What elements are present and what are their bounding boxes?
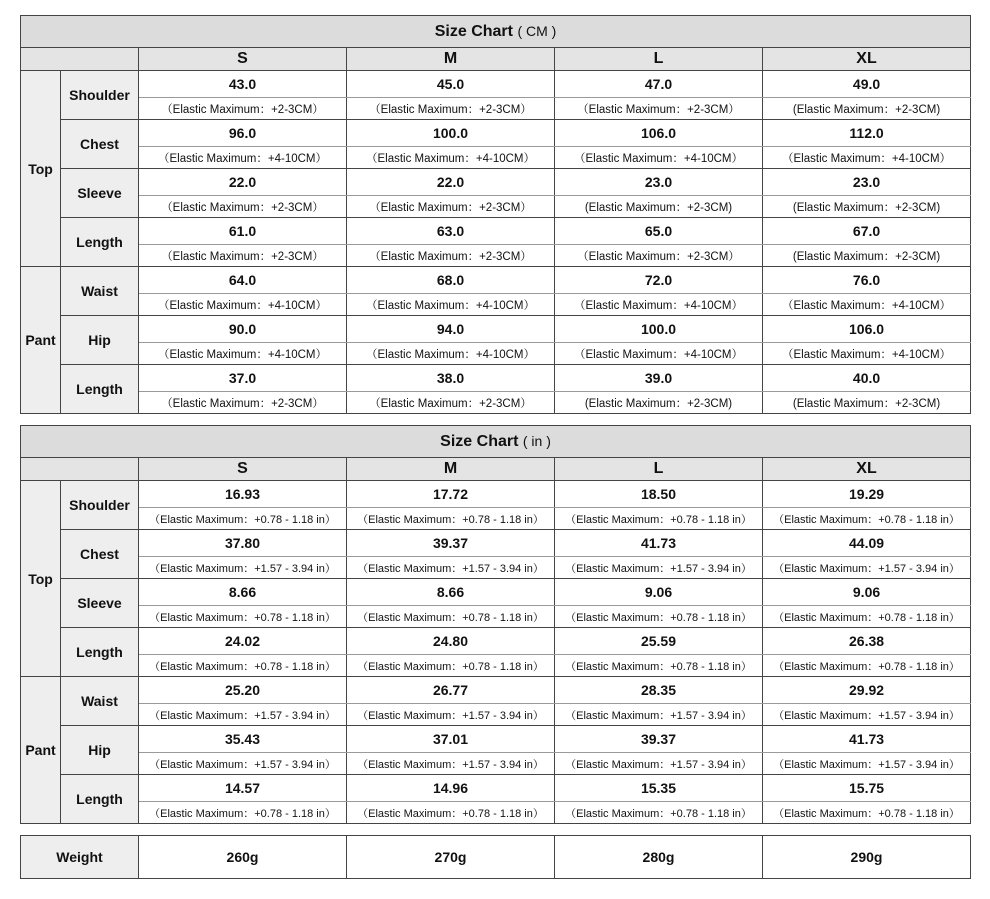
measure-value-row bbox=[21, 775, 971, 802]
measure-value: 9.06 bbox=[763, 579, 971, 606]
measure-value: 112.0 bbox=[763, 120, 971, 147]
chart-title bbox=[21, 16, 971, 48]
elastic-note: （Elastic Maximum：+0.78 - 1.18 in） bbox=[555, 508, 763, 530]
measure-value: 37.01 bbox=[347, 726, 555, 753]
elastic-note: （Elastic Maximum：+1.57 - 3.94 in） bbox=[139, 704, 347, 726]
elastic-note: （Elastic Maximum：+0.78 - 1.18 in） bbox=[347, 655, 555, 677]
measure-value: 44.09 bbox=[763, 530, 971, 557]
measure-value: 90.0 bbox=[139, 316, 347, 343]
elastic-note: （Elastic Maximum：+0.78 - 1.18 in） bbox=[763, 606, 971, 628]
size-header: S bbox=[139, 458, 347, 481]
elastic-note: （Elastic Maximum：+2-3CM） bbox=[347, 245, 555, 267]
elastic-note: （Elastic Maximum：+2-3CM） bbox=[139, 245, 347, 267]
measure-value: 23.0 bbox=[555, 169, 763, 196]
measure-value: 39.37 bbox=[347, 530, 555, 557]
elastic-note: （Elastic Maximum：+1.57 - 3.94 in） bbox=[347, 704, 555, 726]
elastic-note: （Elastic Maximum：+0.78 - 1.18 in） bbox=[139, 802, 347, 824]
size-header: L bbox=[555, 458, 763, 481]
weight-label: Weight bbox=[21, 836, 139, 879]
measure-value: 96.0 bbox=[139, 120, 347, 147]
measure-value: 22.0 bbox=[347, 169, 555, 196]
measure-label: Sleeve bbox=[61, 579, 139, 628]
measure-value: 14.57 bbox=[139, 775, 347, 802]
size-header-blank bbox=[21, 458, 139, 481]
size-header: S bbox=[139, 48, 347, 71]
measure-value: 39.0 bbox=[555, 365, 763, 392]
measure-value: 18.50 bbox=[555, 481, 763, 508]
elastic-note: （Elastic Maximum：+0.78 - 1.18 in） bbox=[347, 606, 555, 628]
elastic-note: （Elastic Maximum：+1.57 - 3.94 in） bbox=[763, 557, 971, 579]
chart-unit: ( in ) bbox=[522, 432, 551, 449]
measure-value: 39.37 bbox=[555, 726, 763, 753]
measure-value: 106.0 bbox=[763, 316, 971, 343]
elastic-note: (Elastic Maximum：+2-3CM) bbox=[763, 98, 971, 120]
measure-note-row bbox=[21, 802, 971, 824]
measure-value: 22.0 bbox=[139, 169, 347, 196]
measure-label: Length bbox=[61, 365, 139, 414]
measure-label: Waist bbox=[61, 677, 139, 726]
elastic-note: （Elastic Maximum：+2-3CM） bbox=[555, 245, 763, 267]
measure-note-row bbox=[21, 508, 971, 530]
elastic-note: （Elastic Maximum：+2-3CM） bbox=[139, 196, 347, 218]
measure-label: Waist bbox=[61, 267, 139, 316]
chart-title-row bbox=[21, 16, 971, 48]
elastic-note: （Elastic Maximum：+0.78 - 1.18 in） bbox=[555, 655, 763, 677]
elastic-note: （Elastic Maximum：+0.78 - 1.18 in） bbox=[555, 606, 763, 628]
weight-row bbox=[21, 836, 971, 879]
elastic-note: （Elastic Maximum：+4-10CM） bbox=[347, 294, 555, 316]
measure-note-row bbox=[21, 196, 971, 218]
measure-value: 37.80 bbox=[139, 530, 347, 557]
elastic-note: （Elastic Maximum：+4-10CM） bbox=[139, 147, 347, 169]
elastic-note: （Elastic Maximum：+2-3CM） bbox=[139, 392, 347, 414]
size-header-blank bbox=[21, 48, 139, 71]
elastic-note: （Elastic Maximum：+0.78 - 1.18 in） bbox=[139, 606, 347, 628]
measure-label: Chest bbox=[61, 120, 139, 169]
measure-label: Length bbox=[61, 775, 139, 824]
measure-value: 45.0 bbox=[347, 71, 555, 98]
measure-value: 26.38 bbox=[763, 628, 971, 655]
measure-value: 26.77 bbox=[347, 677, 555, 704]
measure-value: 19.29 bbox=[763, 481, 971, 508]
measure-value: 17.72 bbox=[347, 481, 555, 508]
measure-value-row bbox=[21, 726, 971, 753]
weight-table bbox=[20, 835, 971, 879]
measure-value: 49.0 bbox=[763, 71, 971, 98]
elastic-note: （Elastic Maximum：+4-10CM） bbox=[347, 343, 555, 365]
measure-value: 72.0 bbox=[555, 267, 763, 294]
elastic-note: （Elastic Maximum：+1.57 - 3.94 in） bbox=[555, 704, 763, 726]
elastic-note: （Elastic Maximum：+1.57 - 3.94 in） bbox=[139, 753, 347, 775]
measure-value: 41.73 bbox=[763, 726, 971, 753]
elastic-note: （Elastic Maximum：+1.57 - 3.94 in） bbox=[347, 753, 555, 775]
measure-value-row bbox=[21, 71, 971, 98]
elastic-note: （Elastic Maximum：+4-10CM） bbox=[555, 147, 763, 169]
measure-value-row bbox=[21, 316, 971, 343]
measure-value-row bbox=[21, 628, 971, 655]
elastic-note: (Elastic Maximum：+2-3CM) bbox=[555, 196, 763, 218]
measure-value-row bbox=[21, 579, 971, 606]
measure-label: Hip bbox=[61, 316, 139, 365]
measure-value: 8.66 bbox=[347, 579, 555, 606]
elastic-note: （Elastic Maximum：+2-3CM） bbox=[347, 196, 555, 218]
measure-note-row bbox=[21, 606, 971, 628]
measure-value: 94.0 bbox=[347, 316, 555, 343]
measure-note-row bbox=[21, 245, 971, 267]
measure-value: 64.0 bbox=[139, 267, 347, 294]
elastic-note: （Elastic Maximum：+2-3CM） bbox=[139, 98, 347, 120]
measure-value: 25.59 bbox=[555, 628, 763, 655]
elastic-note: （Elastic Maximum：+4-10CM） bbox=[139, 294, 347, 316]
elastic-note: （Elastic Maximum：+4-10CM） bbox=[763, 294, 971, 316]
measure-value: 38.0 bbox=[347, 365, 555, 392]
elastic-note: （Elastic Maximum：+4-10CM） bbox=[555, 294, 763, 316]
measure-value: 47.0 bbox=[555, 71, 763, 98]
measure-value: 67.0 bbox=[763, 218, 971, 245]
measure-note-row bbox=[21, 655, 971, 677]
measure-value: 16.93 bbox=[139, 481, 347, 508]
chart-title-row bbox=[21, 426, 971, 458]
measure-value-row bbox=[21, 365, 971, 392]
measure-label: Sleeve bbox=[61, 169, 139, 218]
measure-value-row bbox=[21, 218, 971, 245]
measure-value-row bbox=[21, 530, 971, 557]
elastic-note: （Elastic Maximum：+4-10CM） bbox=[347, 147, 555, 169]
weight-value-xl: 290g bbox=[763, 836, 971, 879]
measure-value: 37.0 bbox=[139, 365, 347, 392]
elastic-note: （Elastic Maximum：+0.78 - 1.18 in） bbox=[347, 508, 555, 530]
elastic-note: （Elastic Maximum：+1.57 - 3.94 in） bbox=[555, 557, 763, 579]
size-chart-cm-table bbox=[20, 15, 971, 414]
measure-value: 106.0 bbox=[555, 120, 763, 147]
elastic-note: （Elastic Maximum：+4-10CM） bbox=[139, 343, 347, 365]
elastic-note: （Elastic Maximum：+0.78 - 1.18 in） bbox=[763, 655, 971, 677]
elastic-note: （Elastic Maximum：+0.78 - 1.18 in） bbox=[139, 508, 347, 530]
measure-label: Shoulder bbox=[61, 481, 139, 530]
measure-value-row bbox=[21, 267, 971, 294]
weight-value-s: 260g bbox=[139, 836, 347, 879]
size-header: L bbox=[555, 48, 763, 71]
measure-value-row bbox=[21, 169, 971, 196]
elastic-note: (Elastic Maximum：+2-3CM) bbox=[763, 196, 971, 218]
chart-title-text: Size Chart bbox=[440, 432, 519, 450]
measure-label: Hip bbox=[61, 726, 139, 775]
size-header-row bbox=[21, 458, 971, 481]
measure-value-row bbox=[21, 120, 971, 147]
group-label: Top bbox=[21, 481, 61, 677]
measure-value: 8.66 bbox=[139, 579, 347, 606]
measure-value: 61.0 bbox=[139, 218, 347, 245]
measure-value: 15.75 bbox=[763, 775, 971, 802]
measure-label: Length bbox=[61, 218, 139, 267]
elastic-note: (Elastic Maximum：+2-3CM) bbox=[763, 392, 971, 414]
measure-note-row bbox=[21, 147, 971, 169]
elastic-note: （Elastic Maximum：+1.57 - 3.94 in） bbox=[139, 557, 347, 579]
measure-note-row bbox=[21, 294, 971, 316]
measure-value: 25.20 bbox=[139, 677, 347, 704]
group-label: Pant bbox=[21, 267, 61, 414]
elastic-note: （Elastic Maximum：+0.78 - 1.18 in） bbox=[139, 655, 347, 677]
measure-value: 28.35 bbox=[555, 677, 763, 704]
chart-title bbox=[21, 426, 971, 458]
elastic-note: （Elastic Maximum：+0.78 - 1.18 in） bbox=[347, 802, 555, 824]
elastic-note: （Elastic Maximum：+0.78 - 1.18 in） bbox=[555, 802, 763, 824]
elastic-note: （Elastic Maximum：+2-3CM） bbox=[555, 98, 763, 120]
size-header-row bbox=[21, 48, 971, 71]
measure-value: 24.02 bbox=[139, 628, 347, 655]
measure-note-row bbox=[21, 392, 971, 414]
elastic-note: （Elastic Maximum：+0.78 - 1.18 in） bbox=[763, 508, 971, 530]
measure-value: 40.0 bbox=[763, 365, 971, 392]
size-header: XL bbox=[763, 48, 971, 71]
size-chart-in-table bbox=[20, 425, 971, 824]
elastic-note: （Elastic Maximum：+4-10CM） bbox=[555, 343, 763, 365]
elastic-note: （Elastic Maximum：+2-3CM） bbox=[347, 98, 555, 120]
elastic-note: （Elastic Maximum：+1.57 - 3.94 in） bbox=[763, 704, 971, 726]
elastic-note: （Elastic Maximum：+4-10CM） bbox=[763, 147, 971, 169]
measure-value: 9.06 bbox=[555, 579, 763, 606]
measure-value: 35.43 bbox=[139, 726, 347, 753]
size-header: M bbox=[347, 48, 555, 71]
measure-value: 43.0 bbox=[139, 71, 347, 98]
weight-value-m: 270g bbox=[347, 836, 555, 879]
chart-title-text: Size Chart bbox=[434, 22, 513, 40]
measure-note-row bbox=[21, 343, 971, 365]
group-label: Pant bbox=[21, 677, 61, 824]
measure-note-row bbox=[21, 98, 971, 120]
measure-value: 65.0 bbox=[555, 218, 763, 245]
size-header: M bbox=[347, 458, 555, 481]
measure-label: Length bbox=[61, 628, 139, 677]
measure-value-row bbox=[21, 481, 971, 508]
measure-note-row bbox=[21, 753, 971, 775]
measure-value: 14.96 bbox=[347, 775, 555, 802]
weight-value-l: 280g bbox=[555, 836, 763, 879]
elastic-note: (Elastic Maximum：+2-3CM) bbox=[555, 392, 763, 414]
group-label: Top bbox=[21, 71, 61, 267]
measure-note-row bbox=[21, 704, 971, 726]
elastic-note: （Elastic Maximum：+0.78 - 1.18 in） bbox=[763, 802, 971, 824]
measure-value: 41.73 bbox=[555, 530, 763, 557]
size-header: XL bbox=[763, 458, 971, 481]
elastic-note: （Elastic Maximum：+1.57 - 3.94 in） bbox=[347, 557, 555, 579]
measure-note-row bbox=[21, 557, 971, 579]
elastic-note: （Elastic Maximum：+1.57 - 3.94 in） bbox=[763, 753, 971, 775]
elastic-note: （Elastic Maximum：+2-3CM） bbox=[347, 392, 555, 414]
elastic-note: (Elastic Maximum：+2-3CM) bbox=[763, 245, 971, 267]
measure-value: 63.0 bbox=[347, 218, 555, 245]
measure-label: Shoulder bbox=[61, 71, 139, 120]
measure-value: 24.80 bbox=[347, 628, 555, 655]
measure-value: 29.92 bbox=[763, 677, 971, 704]
measure-value-row bbox=[21, 677, 971, 704]
measure-label: Chest bbox=[61, 530, 139, 579]
measure-value: 23.0 bbox=[763, 169, 971, 196]
measure-value: 100.0 bbox=[347, 120, 555, 147]
measure-value: 100.0 bbox=[555, 316, 763, 343]
elastic-note: （Elastic Maximum：+4-10CM） bbox=[763, 343, 971, 365]
measure-value: 68.0 bbox=[347, 267, 555, 294]
measure-value: 76.0 bbox=[763, 267, 971, 294]
chart-unit: ( CM ) bbox=[517, 22, 557, 39]
measure-value: 15.35 bbox=[555, 775, 763, 802]
elastic-note: （Elastic Maximum：+1.57 - 3.94 in） bbox=[555, 753, 763, 775]
